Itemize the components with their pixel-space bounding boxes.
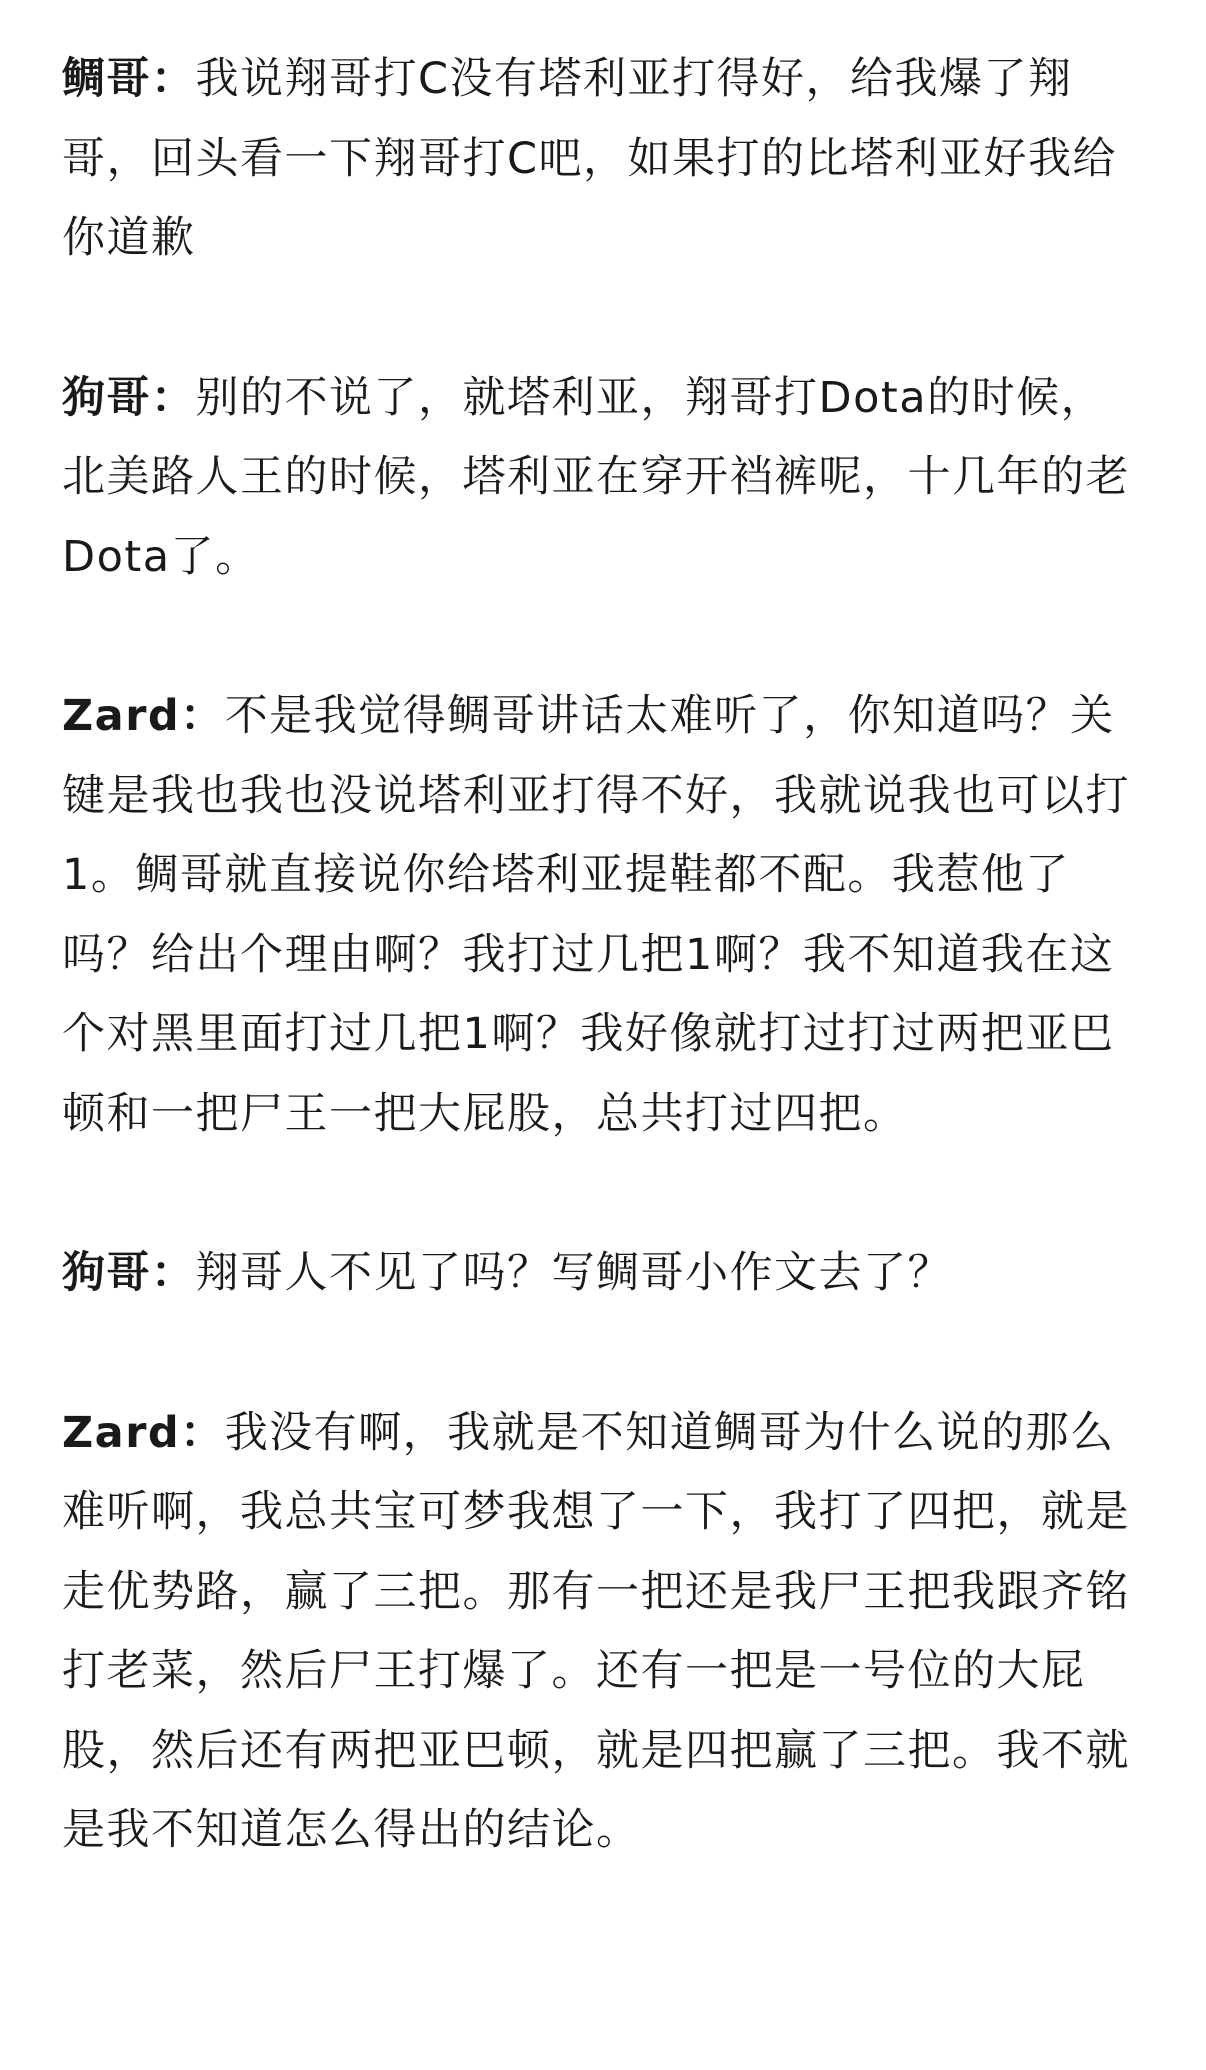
dialogue-text: 翔哥人不见了吗？写鲷哥小作文去了？ xyxy=(195,1248,952,1298)
dialogue-text: 别的不说了，就塔利亚，翔哥打Dota的时候，北美路人王的时候，塔利亚在穿开裆裤呢，十几年的老Dota了。 xyxy=(62,372,1130,582)
dialogue-paragraph xyxy=(62,1394,1144,1871)
dialogue-paragraph xyxy=(62,1234,1144,1314)
speaker-name: 狗哥： xyxy=(62,1248,196,1298)
document-body xyxy=(62,40,1144,1951)
dialogue-text: 我说翔哥打C没有塔利亚打得好，给我爆了翔哥，回头看一下翔哥打C吧，如果打的比塔利亚好我给你道歉 xyxy=(62,54,1118,263)
speaker-name: Zard： xyxy=(62,1407,225,1458)
speaker-name: 狗哥： xyxy=(62,372,196,423)
speaker-name: Zard： xyxy=(62,691,225,741)
dialogue-text: 不是我觉得鲷哥讲话太难听了，你知道吗？关键是我也我也没说塔利亚打得不好，我就说我也可以打1。鲷哥就直接说你给塔利亚提鞋都不配。我惹他了吗？给出个理由啊？我打过几把1啊？我不知道我在这个对黑里面打过几把1啊？我好像就打过打过两把亚巴顿和一把尸王一把大屁股，总共打过四把。 xyxy=(62,691,1130,1139)
speaker-name: 鲷哥： xyxy=(62,54,196,104)
dialogue-paragraph xyxy=(62,677,1144,1154)
dialogue-text: 我没有啊，我就是不知道鲷哥为什么说的那么难听啊，我总共宝可梦我想了一下，我打了四把，就是走优势路，赢了三把。那有一把还是我尸王把我跟齐铭打老菜，然后尸王打爆了。还有一把是一号位的大屁股，然后还有两把亚巴顿，就是四把赢了三把。我不就是我不知道怎么得出的结论。 xyxy=(62,1407,1130,1855)
dialogue-paragraph xyxy=(62,40,1144,279)
dialogue-paragraph xyxy=(62,359,1144,598)
